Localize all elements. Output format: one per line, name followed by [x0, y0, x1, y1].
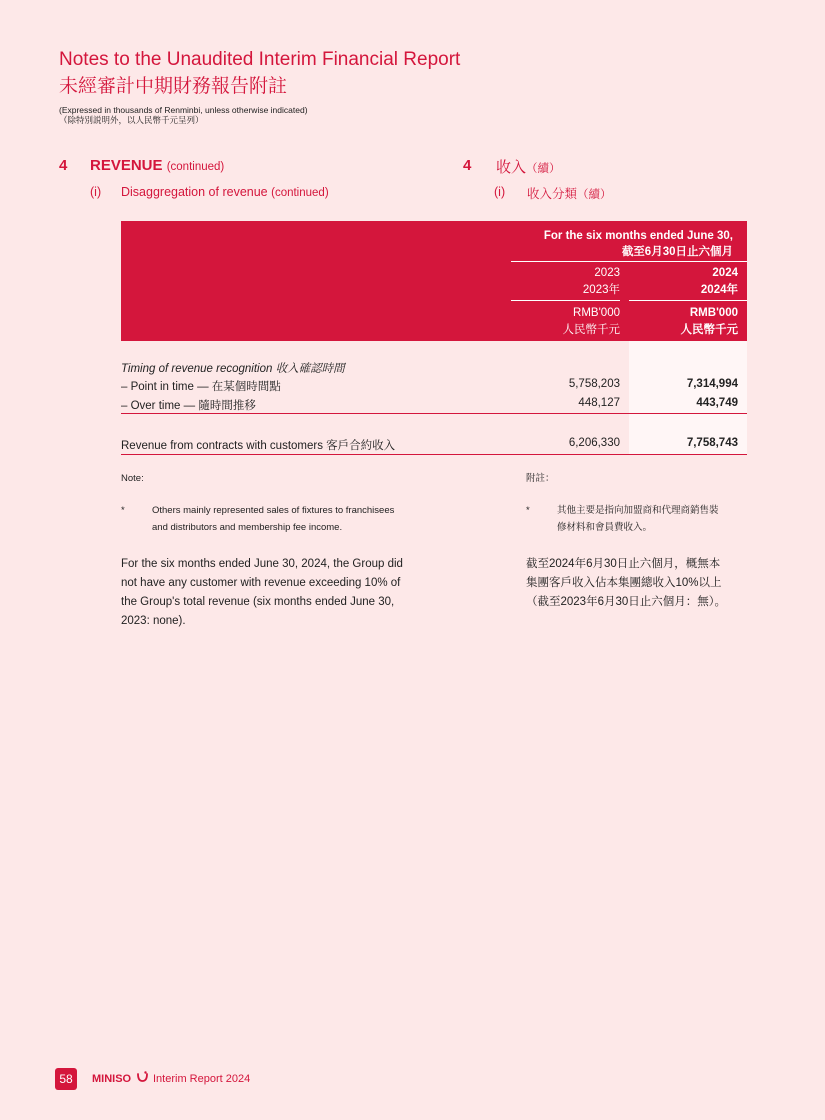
section-continued-en: (continued)	[166, 161, 225, 173]
table-period-zh: 截至6月30日止六個月	[621, 246, 733, 258]
table-period-label	[544, 228, 733, 260]
paragraph-zh-line: 集團客戶收入佔本集團總收入10%以上	[526, 577, 722, 589]
paragraph-zh-line: 截至2024年6月30日止六個月，概無本	[526, 558, 721, 570]
row-value-2023: 5,758,203	[568, 378, 620, 390]
brand-name: MINISO	[92, 1073, 132, 1085]
section-title-zh-text: 收入	[496, 159, 527, 176]
miniso-smile-icon	[136, 1070, 149, 1083]
paragraph-zh-line: （截至2023年6月30日止六個月：無）。	[526, 596, 727, 608]
expressed-note	[59, 105, 308, 125]
col-2023-unit-en: RMB'000	[573, 307, 620, 319]
subsection-title-en	[121, 185, 329, 199]
page-number: 58	[55, 1068, 77, 1090]
paragraph-en-line: 2023: none).	[121, 615, 186, 627]
col-2023-unit-zh: 人民幣千元	[562, 324, 620, 336]
paragraph-en-line: not have any customer with revenue exceeding 10% of	[121, 577, 401, 589]
total-rule	[121, 454, 747, 455]
total-label-zh: 客戶合約收入	[326, 440, 396, 452]
table-period-en: For the six months ended June 30,	[543, 230, 733, 242]
page-title-en: Notes to the Unaudited Interim Financial Report	[59, 49, 461, 70]
section-title-en-text: REVENUE	[90, 157, 163, 174]
col-2023-year-en: 2023	[594, 267, 620, 279]
note-body-en-line: and distributors and membership fee income.	[152, 522, 343, 533]
subtotal-rule	[121, 413, 747, 414]
col-2023-rule	[511, 300, 620, 301]
row-label-zh: — 隨時間推移	[183, 400, 256, 412]
table-total-row	[121, 437, 395, 453]
table-row	[121, 397, 256, 413]
note-body-zh	[557, 502, 719, 536]
col-2024-unit-en: RMB'000	[689, 307, 738, 319]
subsection-marker-zh: (i)	[494, 185, 506, 199]
section-number-zh: 4	[463, 157, 472, 174]
col-2024-unit-zh: 人民幣千元	[680, 324, 738, 336]
note-body-en	[152, 502, 394, 536]
total-value-2024: 7,758,743	[686, 437, 738, 449]
total-label-en: Revenue from contracts with customers	[121, 440, 323, 452]
row-label-en: – Point in time	[121, 381, 194, 393]
section-title-zh	[496, 156, 561, 177]
section-continued-zh: （續）	[526, 163, 561, 175]
paragraph-en	[121, 555, 403, 631]
row-label-en: – Over time	[121, 400, 181, 412]
paragraph-en-line: the Group's total revenue (six months ended June 30,	[121, 596, 395, 608]
subsection-continued-en: (continued)	[271, 187, 329, 199]
subsection-title-zh-text: 收入分類	[527, 187, 578, 201]
table-section-label-zh: 收入確認時間	[275, 363, 345, 375]
note-asterisk-zh: *	[526, 505, 530, 516]
note-label-en: Note:	[121, 473, 144, 484]
paragraph-zh	[526, 555, 726, 612]
note-label-zh: 附註：	[526, 473, 555, 484]
table-row	[121, 378, 281, 394]
col-2023-year	[583, 265, 620, 299]
table-header	[121, 221, 747, 341]
col-2024-year-zh: 2024年	[700, 284, 738, 296]
table-header-rule	[511, 261, 747, 262]
row-value-2023: 448,127	[578, 397, 620, 409]
col-2024-unit	[681, 305, 739, 339]
col-2023-unit	[563, 305, 621, 339]
report-title: Interim Report 2024	[153, 1073, 251, 1085]
col-2023-year-zh: 2023年	[582, 284, 620, 296]
subsection-title-zh	[527, 184, 612, 202]
page-title-zh: 未經審計中期財務報告附註	[59, 76, 288, 97]
table-section-label	[121, 360, 345, 376]
note-body-zh-line: 其他主要是指向加盟商和代理商銷售裝	[557, 505, 719, 516]
subsection-title-en-text: Disaggregation of revenue	[121, 185, 268, 199]
subsection-continued-zh: （續）	[577, 189, 612, 201]
note-asterisk-en: *	[121, 505, 125, 516]
col-2024-year	[701, 265, 738, 299]
subsection-marker-en: (i)	[90, 185, 102, 199]
row-label-zh: — 在某個時間點	[197, 381, 281, 393]
expressed-note-en: (Expressed in thousands of Renminbi, unless otherwise indicated)	[59, 105, 308, 115]
row-value-2024: 7,314,994	[686, 378, 738, 390]
note-body-en-line: Others mainly represented sales of fixtures to franchisees	[152, 505, 395, 516]
section-number-en: 4	[59, 157, 68, 174]
total-value-2023: 6,206,330	[568, 437, 620, 449]
row-value-2024: 443,749	[696, 397, 738, 409]
col-2024-rule	[629, 300, 747, 301]
table-section-label-en: Timing of revenue recognition	[121, 363, 273, 375]
expressed-note-zh: （除特別説明外，以人民幣千元呈列）	[59, 115, 204, 125]
col-2024-year-en: 2024	[712, 267, 738, 279]
note-body-zh-line: 修材料和會員費收入。	[557, 522, 653, 533]
section-title-en	[90, 157, 224, 174]
paragraph-en-line: For the six months ended June 30, 2024, the Group did	[121, 558, 403, 570]
